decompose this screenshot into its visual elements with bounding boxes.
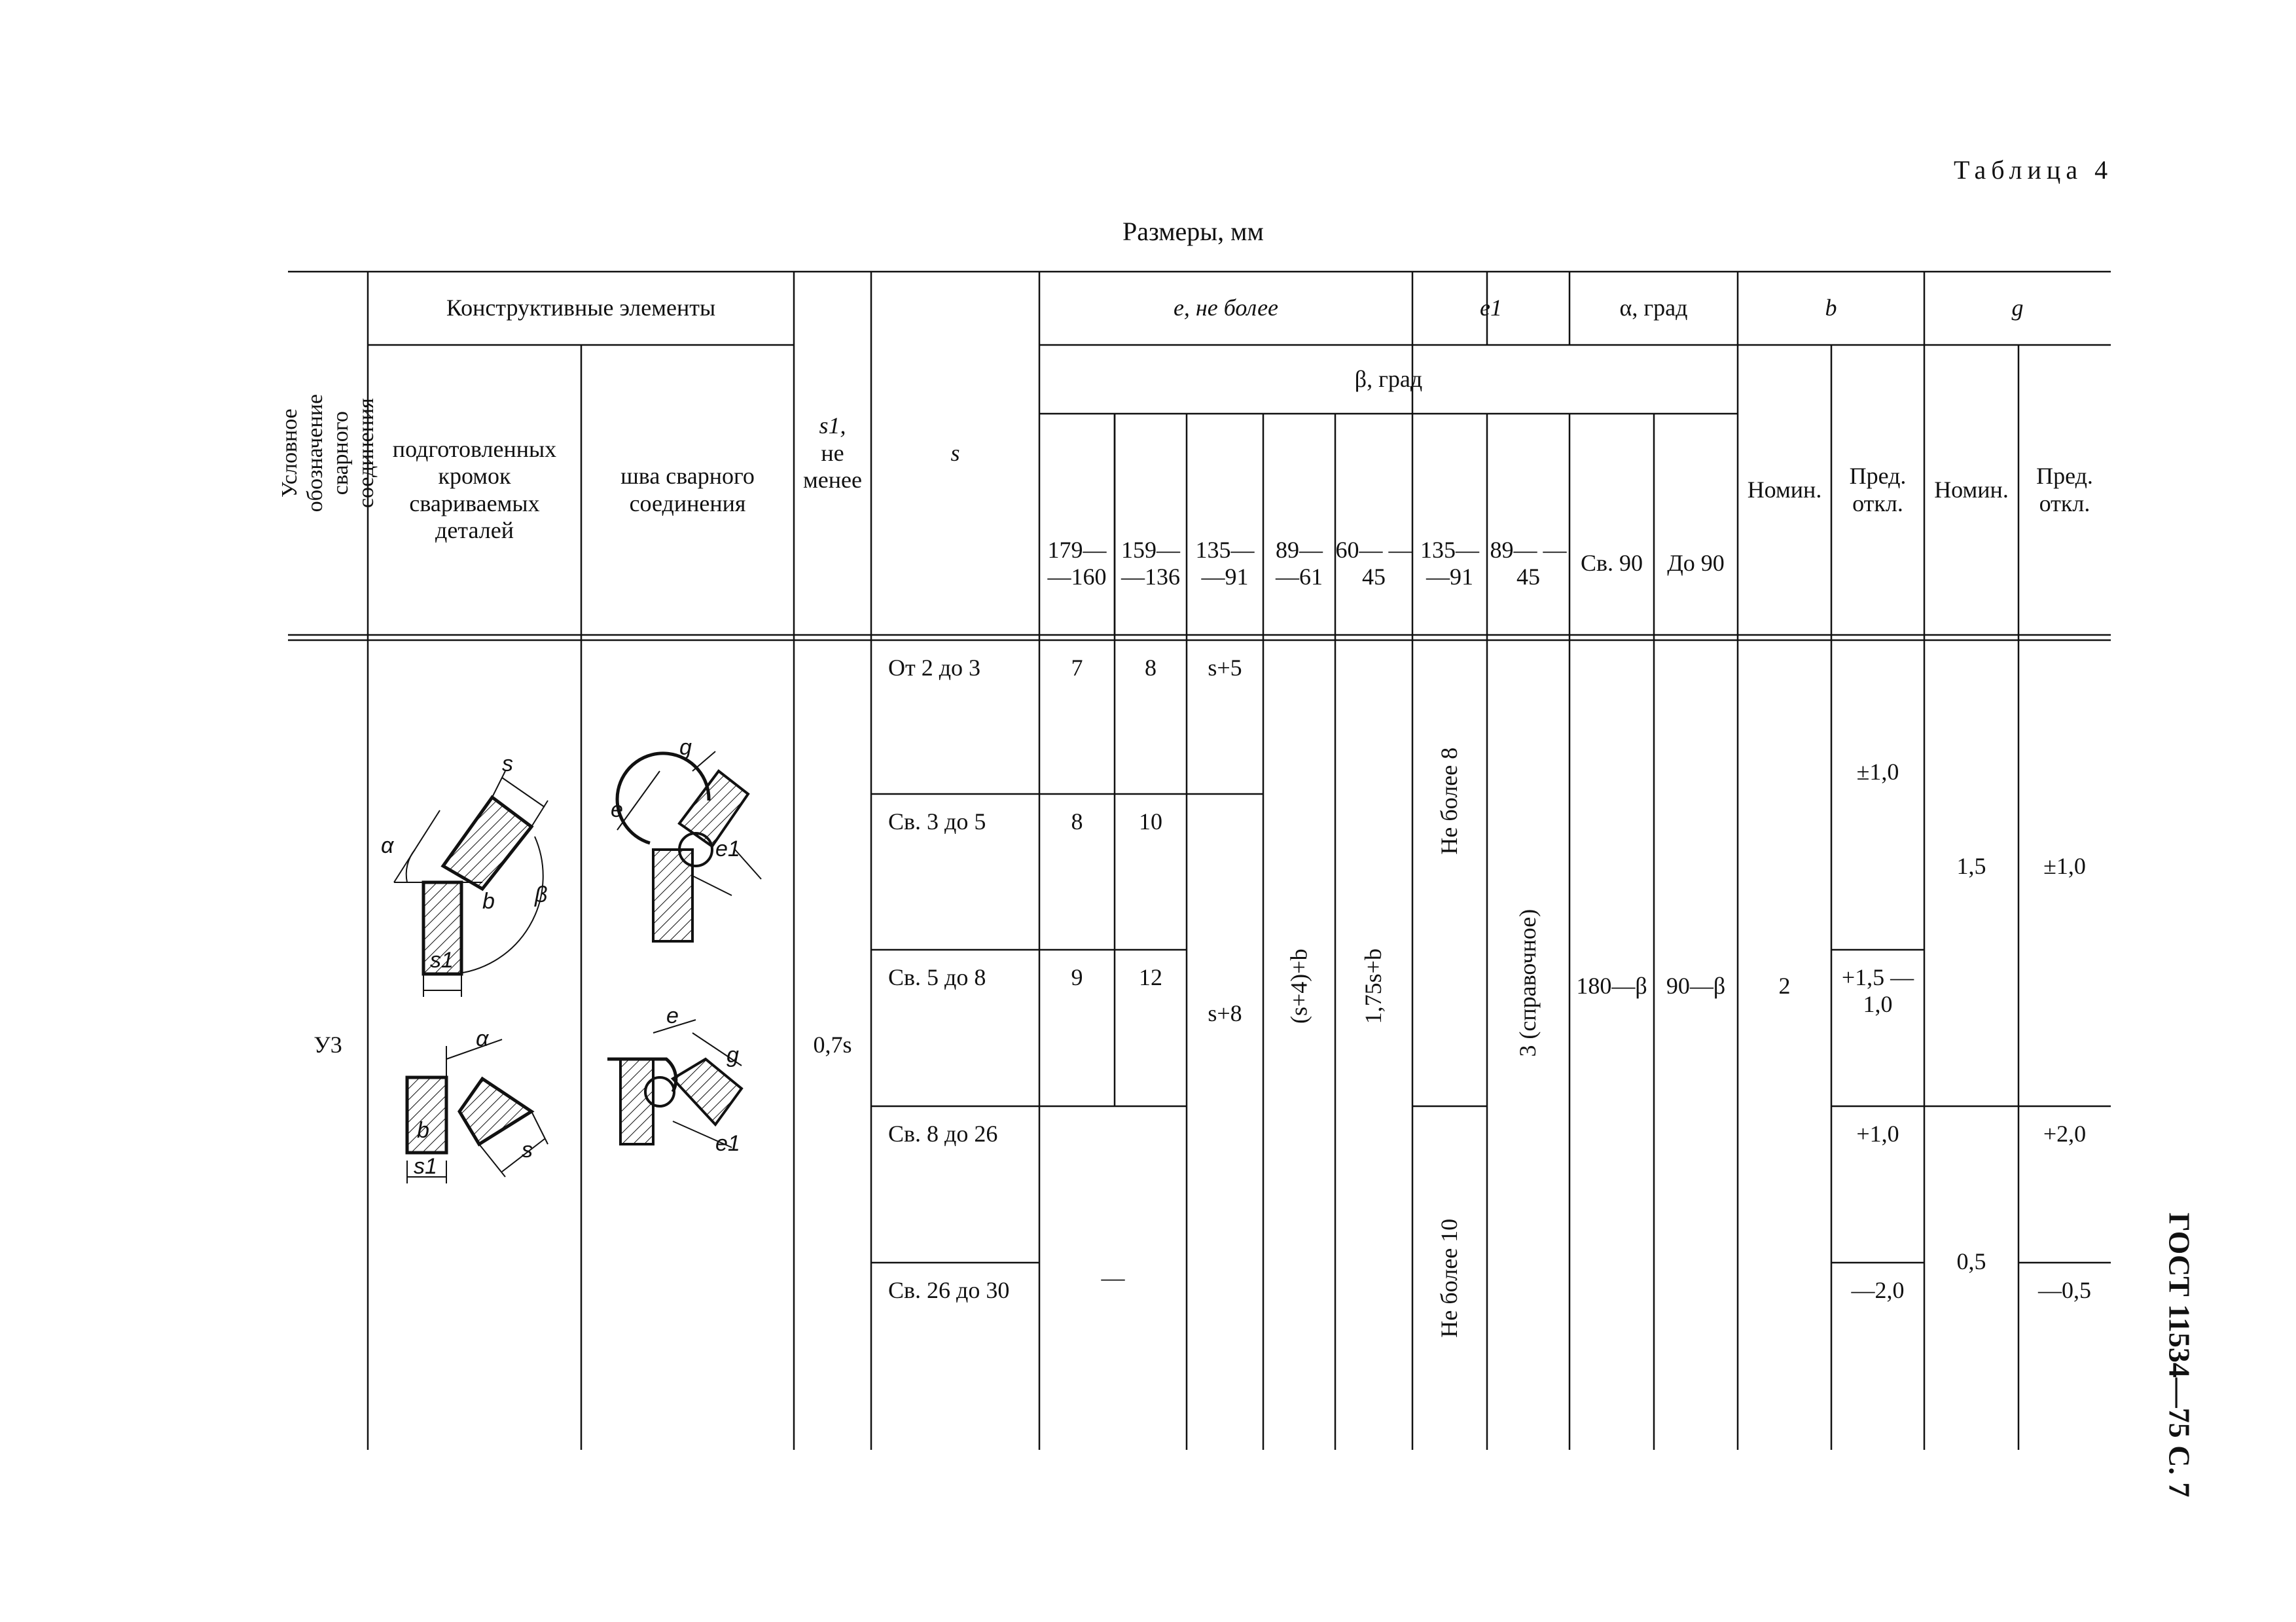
- drawing-label-e: e: [666, 1003, 679, 1028]
- drawing-label-e1: e1: [715, 1131, 740, 1156]
- b-tol: ±1,0: [1856, 758, 1899, 785]
- header-b-group: b: [1825, 295, 1837, 321]
- header-s: s: [950, 439, 960, 466]
- g-nomin: 1,5: [1956, 853, 1986, 880]
- drawing-label-s: s: [502, 751, 513, 776]
- header-beta-range: До 90: [1667, 550, 1725, 577]
- g-tol: +2,0: [2043, 1121, 2087, 1147]
- header-beta-range: 179— —160: [1047, 536, 1107, 590]
- e-135-91: s+5: [1208, 655, 1242, 681]
- header-b-tol: Пред. откл.: [1849, 463, 1907, 516]
- joint-designation: У3: [314, 1031, 342, 1058]
- e-value: 10: [1139, 808, 1162, 835]
- drawing-label-s1: s1: [414, 1154, 437, 1179]
- drawing-label-alpha: α: [381, 833, 394, 858]
- b-tol: +1,5 —1,0: [1841, 964, 1914, 1018]
- drawing-label-b: b: [417, 1118, 429, 1143]
- header-alpha-group: α, град: [1619, 295, 1688, 321]
- e-value: 12: [1139, 964, 1162, 990]
- e1-135-91: Не более 8: [1436, 748, 1463, 855]
- e1-89-45: 3 (справочное): [1515, 909, 1541, 1057]
- drawing-label-alpha: α: [476, 1026, 489, 1051]
- drawing-label-e: e: [611, 797, 623, 822]
- drawing-label-e1: e1: [715, 837, 740, 861]
- s-range: Св. 5 до 8: [888, 964, 986, 990]
- e-135-91: s+8: [1208, 1000, 1242, 1027]
- header-s1: s1, не менее: [803, 412, 862, 494]
- alpha-over-90: 180—β: [1576, 972, 1647, 999]
- header-g-nomin: Номин.: [1934, 476, 2009, 503]
- e-89-61: (s+4)+b: [1285, 948, 1312, 1024]
- alpha-to-90: 90—β: [1666, 972, 1726, 999]
- header-beta-range: 135— —91: [1195, 536, 1255, 590]
- e-value: 8: [1145, 655, 1157, 681]
- header-beta-range: 135— —91: [1420, 536, 1479, 590]
- header-beta-range: 89— —45: [1490, 536, 1567, 590]
- header-g-group: g: [2011, 295, 2024, 321]
- prepared-edges-drawing: [368, 640, 581, 1450]
- b-tol: +1,0: [1856, 1121, 1899, 1147]
- side-page-label: ГОСТ 11534—75 С. 7: [2162, 1212, 2197, 1498]
- drawing-label-s: s: [522, 1138, 533, 1162]
- s1-value: 0,7s: [813, 1031, 852, 1058]
- header-beta-range: 89— —61: [1276, 536, 1323, 590]
- header-g-tol: Пред. откл.: [2036, 463, 2093, 516]
- s-range: Св. 26 до 30: [888, 1277, 1010, 1303]
- weld-seam-drawing: [581, 640, 794, 1450]
- b-nomin: 2: [1778, 972, 1791, 999]
- b-tol: —2,0: [1851, 1277, 1905, 1303]
- e-dash: —: [1101, 1264, 1125, 1291]
- header-constructive-elements: Конструктивные элементы: [446, 295, 716, 321]
- g-tol: ±1,0: [2043, 853, 2086, 880]
- s-range: Св. 8 до 26: [888, 1121, 998, 1147]
- header-beta-range: 159— —136: [1121, 536, 1180, 590]
- g-tol: —0,5: [2038, 1277, 2091, 1303]
- header-weld-seam: шва сварного соединения: [620, 463, 755, 516]
- header-prepared-edges: подготовленных кромок свариваемых деталей: [392, 435, 557, 543]
- e-value: 7: [1071, 655, 1083, 681]
- e-value: 8: [1071, 808, 1083, 835]
- drawing-label-g: g: [679, 735, 692, 760]
- header-b-nomin: Номин.: [1747, 476, 1822, 503]
- drawing-label-g: g: [726, 1043, 739, 1068]
- drawing-label-b: b: [482, 889, 495, 914]
- s-range: Св. 3 до 5: [888, 808, 986, 835]
- units-caption: Размеры, мм: [1122, 217, 1264, 246]
- header-beta: β, град: [1354, 365, 1423, 392]
- e1-135-91: Не более 10: [1436, 1218, 1463, 1338]
- header-beta-range: 60— —45: [1335, 536, 1412, 590]
- e-60-45: 1,75s+b: [1360, 948, 1387, 1024]
- g-nomin: 0,5: [1956, 1248, 1986, 1274]
- header-beta-range: Св. 90: [1580, 550, 1643, 577]
- header-designation: Условное обозначение сварного соединения: [277, 394, 379, 513]
- drawing-label-s1: s1: [430, 948, 454, 973]
- header-e-group: e, не более: [1173, 295, 1279, 321]
- s-range: От 2 до 3: [888, 655, 981, 681]
- table-label: Таблица 4: [1954, 155, 2113, 185]
- drawing-label-beta: β: [535, 882, 548, 907]
- e-value: 9: [1071, 964, 1083, 990]
- header-e1-group: e1: [1480, 295, 1502, 321]
